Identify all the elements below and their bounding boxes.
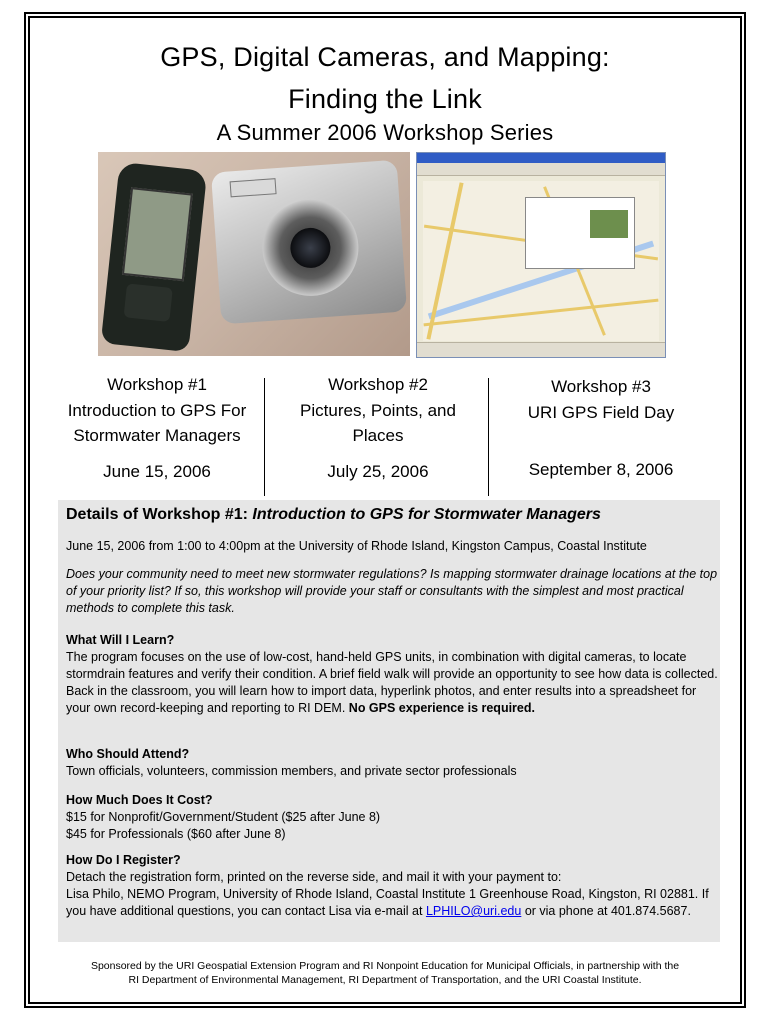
map-area xyxy=(423,181,659,341)
workshop-2-date: July 25, 2006 xyxy=(327,462,429,481)
camera-lens-glass xyxy=(289,227,332,270)
workshop-2-title-line1: Pictures, Points, and xyxy=(300,400,456,420)
learn-heading: What Will I Learn? xyxy=(66,633,175,647)
details-heading xyxy=(66,506,601,524)
title-line-2: Finding the Link xyxy=(288,84,482,114)
details-heading-label: Details of Workshop #1: xyxy=(66,506,248,523)
subtitle: A Summer 2006 Workshop Series xyxy=(216,120,554,145)
gps-keypad xyxy=(124,283,173,322)
section-register xyxy=(66,852,718,920)
section-cost xyxy=(66,792,718,843)
workshop-2-title-line2: Places xyxy=(352,426,404,445)
learn-bold-note: No GPS experience is required. xyxy=(348,701,535,715)
map-window-titlebar xyxy=(417,153,665,163)
map-popup xyxy=(525,197,635,269)
workshop-1 xyxy=(54,372,260,449)
who-text: Town officials, volunteers, commission members, and private sector professionals xyxy=(66,764,517,778)
learn-text: The program focuses on the use of low-cost, hand-held GPS units, in combination with digital cameras, to locate stormdrain features and verify their condition. A brief field walk will provide an opportunity to see how data is collected. Back in the classroom, you will learn how to import data, hyperlink photos, and enter results into a spreadsheet for your own record-keeping and reporting to RI DEM. xyxy=(66,650,718,715)
register-heading: How Do I Register? xyxy=(66,853,181,867)
workshop-3-number: Workshop #3 xyxy=(551,377,651,396)
details-when: June 15, 2006 from 1:00 to 4:00pm at the University of Rhode Island, Kingston Campus, Coastal Institute xyxy=(66,539,647,553)
column-divider xyxy=(264,378,265,496)
workshop-3-date: September 8, 2006 xyxy=(528,460,674,479)
cost-line-1: $15 for Nonprofit/Government/Student ($25 after June 8) xyxy=(66,810,381,824)
workshop-1-number: Workshop #1 xyxy=(107,375,207,394)
workshop-3-title-line1: URI GPS Field Day xyxy=(527,402,675,422)
digital-camera-image xyxy=(211,160,407,325)
section-who xyxy=(66,746,718,780)
register-tail: or via phone at 401.874.5687. xyxy=(524,904,691,918)
workshop-1-title-line2: Stormwater Managers xyxy=(73,426,241,445)
camera-flash xyxy=(230,178,277,197)
map-window-toolbar xyxy=(417,163,665,176)
details-intro: Does your community need to meet new stormwater regulations? Is mapping stormwater drainage locations at the top of your priority list? If so, this workshop will provide your staff or consultants with the simplest and most practical methods to complete this task. xyxy=(66,567,718,615)
sponsor-footer xyxy=(40,959,730,987)
workshop-2 xyxy=(275,372,481,449)
contact-email-link[interactable]: LPHILO@uri.edu xyxy=(425,904,522,918)
camera-lens xyxy=(259,197,361,299)
column-divider xyxy=(488,378,489,496)
house-photo-icon xyxy=(590,210,628,238)
section-learn xyxy=(66,632,718,717)
gps-unit-image xyxy=(101,162,208,352)
sponsor-line-2: RI Department of Environmental Management, RI Department of Transportation, and the URI Coastal Institute. xyxy=(128,974,642,986)
map-screenshot xyxy=(416,152,666,358)
workshop-1-date: June 15, 2006 xyxy=(103,462,211,481)
workshop-3 xyxy=(498,374,704,425)
workshop-1-title-line1: Introduction to GPS For xyxy=(67,400,247,420)
gps-screen xyxy=(122,187,193,281)
sponsor-line-1: Sponsored by the URI Geospatial Extension Program and RI Nonpoint Education for Municipal Officials, in partnership with the xyxy=(90,960,680,972)
cost-line-2: $45 for Professionals ($60 after June 8) xyxy=(66,827,286,841)
map-window-statusbar xyxy=(417,342,665,357)
gps-camera-photo xyxy=(98,152,410,356)
details-heading-title: Introduction to GPS for Stormwater Managers xyxy=(252,506,601,523)
register-line-1: Detach the registration form, printed on the reverse side, and mail it with your payment to: xyxy=(66,870,562,884)
cost-heading: How Much Does It Cost? xyxy=(66,793,213,807)
register-text: Lisa Philo, NEMO Program, University of Rhode Island, Coastal Institute 1 Greenhouse Road, Kingston, RI 02881. If you have additional questions, you can contact Lisa via e-mail at xyxy=(66,887,709,918)
workshop-2-number: Workshop #2 xyxy=(328,375,428,394)
who-heading: Who Should Attend? xyxy=(66,747,190,761)
title-line-1: GPS, Digital Cameras, and Mapping: xyxy=(160,42,610,72)
